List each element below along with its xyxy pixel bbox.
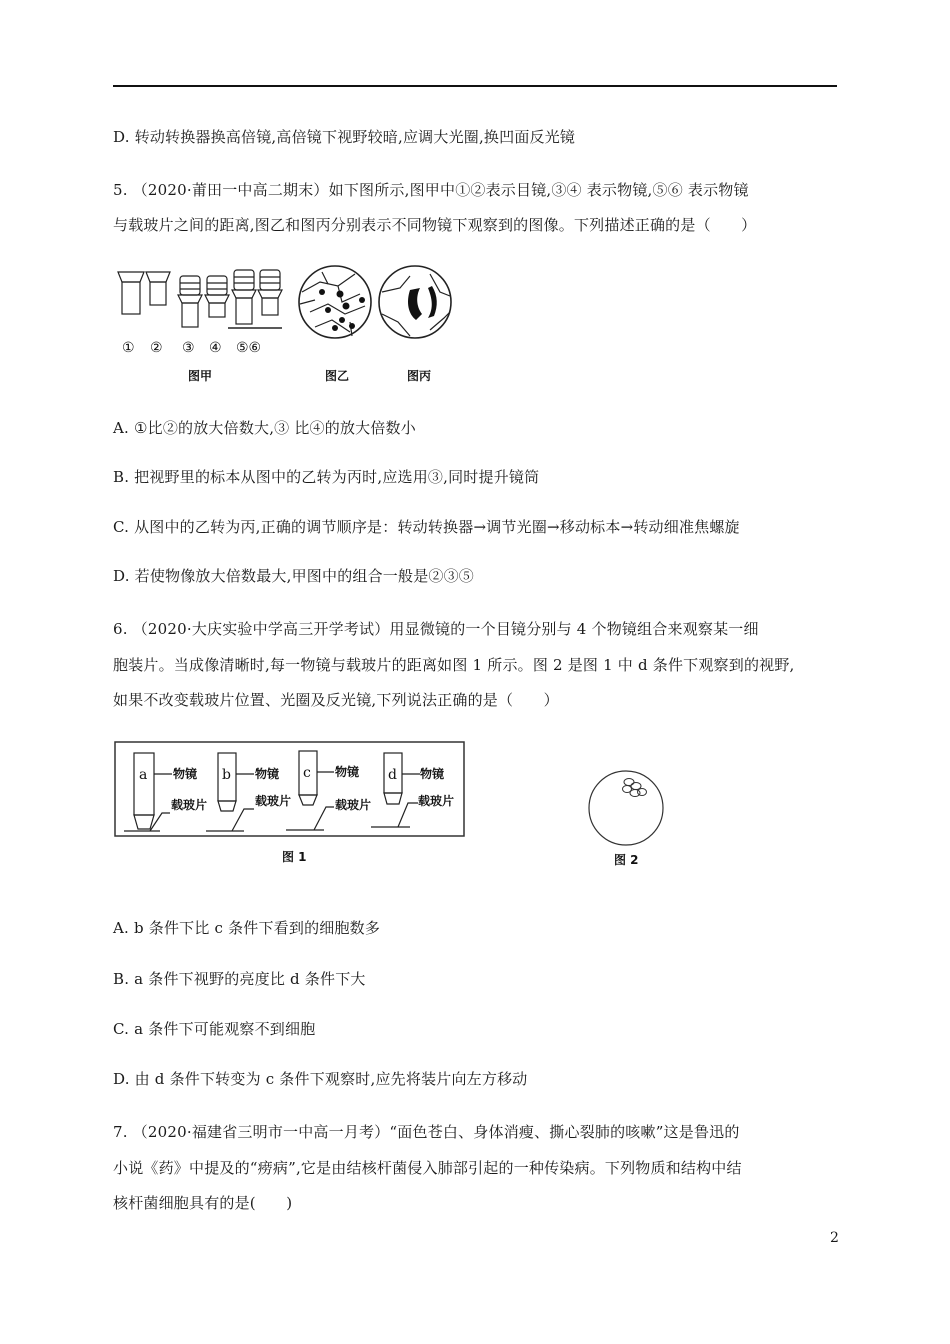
objective-5-tube: [236, 298, 252, 324]
label-56: ⑤⑥: [236, 340, 262, 356]
objective-a-label: a: [139, 767, 148, 783]
eyepiece-2-tube: [150, 282, 166, 305]
q6-option-a: A. b 条件下比 c 条件下看到的细胞数多: [113, 919, 381, 937]
q5-option-b: B. 把视野里的标本从图中的乙转为丙时,应选用③,同时提升镜筒: [113, 468, 540, 486]
objective-4-tube: [209, 303, 225, 317]
label-2: ②: [150, 340, 163, 356]
q5-stem-line-2: 与载玻片之间的距离,图乙和图丙分别表示不同物镜下观察到的图像。下列描述正确的是（ ）: [113, 216, 757, 234]
objective-5-top: [234, 270, 254, 290]
figure-1-frame: [115, 742, 464, 836]
field-of-view: [589, 771, 663, 845]
slide-label-c: 载玻片: [335, 798, 372, 812]
label-4: ④: [209, 340, 222, 356]
label-1: ①: [122, 340, 135, 356]
objective-d-label: d: [388, 767, 397, 783]
slide-label-d: 载玻片: [418, 794, 455, 808]
q4-option-d: D. 转动转换器换高倍镜,高倍镜下视野较暗,应调大光圈,换凹面反光镜: [113, 128, 576, 146]
microscope-lens-diagram: [110, 262, 470, 387]
eyepiece-2: [146, 272, 170, 282]
q6-stem-line-1: 6. （2020·大庆实验中学高三开学考试）用显微镜的一个目镜分别与 4 个物镜组合来观察某一细: [113, 620, 759, 638]
header-rule: [113, 85, 837, 87]
q5-stem-line-1: 5. （2020·莆田一中高二期末）如下图所示,图甲中①②表示目镜,③④ 表示物镜,⑤⑥ 表示物镜: [113, 181, 749, 199]
figure-1-caption: 图 1: [282, 850, 307, 864]
page-number: 2: [830, 1230, 839, 1246]
objective-b-label: b: [222, 767, 231, 783]
eyepiece-1: [118, 272, 144, 282]
q5-option-a: A. ①比②的放大倍数大,③ 比④的放大倍数小: [113, 419, 416, 437]
q6-option-b: B. a 条件下视野的亮度比 d 条件下大: [113, 970, 366, 988]
slide-label-b: 载玻片: [255, 794, 292, 808]
q6-stem-line-3: 如果不改变载玻片位置、光圈及反光镜,下列说法正确的是（ ）: [113, 691, 559, 709]
figure-2-caption: 图 2: [614, 853, 639, 867]
q6-option-d: D. 由 d 条件下转变为 c 条件下观察时,应先将装片向左方移动: [113, 1070, 528, 1088]
objective-4-top: [207, 276, 227, 295]
q7-stem-line-2: 小说《药》中提及的“痨病”,它是由结核杆菌侵入肺部引起的一种传染病。下列物质和结构中结: [113, 1159, 742, 1177]
objective-6-tube: [262, 298, 278, 315]
q6-figure-1: [114, 741, 466, 871]
objective-label-c: 物镜: [335, 765, 360, 779]
objective-6-top: [260, 270, 280, 290]
bing-large-cell: [408, 288, 422, 320]
slide-label-a: 载玻片: [171, 798, 208, 812]
q5-figure: [110, 262, 470, 387]
caption-yi: 图乙: [325, 369, 350, 383]
objective-label-a: 物镜: [173, 767, 198, 781]
objective-label-b: 物镜: [255, 767, 280, 781]
q6-figure-2: [580, 770, 680, 870]
objective-label-d: 物镜: [420, 767, 445, 781]
caption-jia: 图甲: [188, 369, 213, 383]
q7-stem-line-3: 核杆菌细胞具有的是( ): [113, 1194, 293, 1212]
objective-c-label: c: [303, 765, 311, 781]
objective-3-top: [180, 276, 200, 295]
q5-option-d: D. 若使物像放大倍数最大,甲图中的组合一般是②③⑤: [113, 567, 474, 585]
objective-3-tube: [182, 303, 198, 327]
label-3: ③: [182, 340, 195, 356]
eyepiece-1-tube: [122, 282, 140, 314]
q7-stem-line-1: 7. （2020·福建省三明市一中高一月考）“面色苍白、身体消瘦、撕心裂肺的咳嗽”这是鲁迅的: [113, 1123, 740, 1141]
q6-option-c: C. a 条件下可能观察不到细胞: [113, 1020, 316, 1038]
caption-bing: 图丙: [407, 369, 432, 383]
q6-stem-line-2: 胞装片。当成像清晰时,每一物镜与载玻片的距离如图 1 所示。图 2 是图 1 中 d 条件下观察到的视野,: [113, 656, 795, 674]
q5-option-c: C. 从图中的乙转为丙,正确的调节顺序是：转动转换器→调节光圈→移动标本→转动细准焦螺旋: [113, 518, 740, 536]
